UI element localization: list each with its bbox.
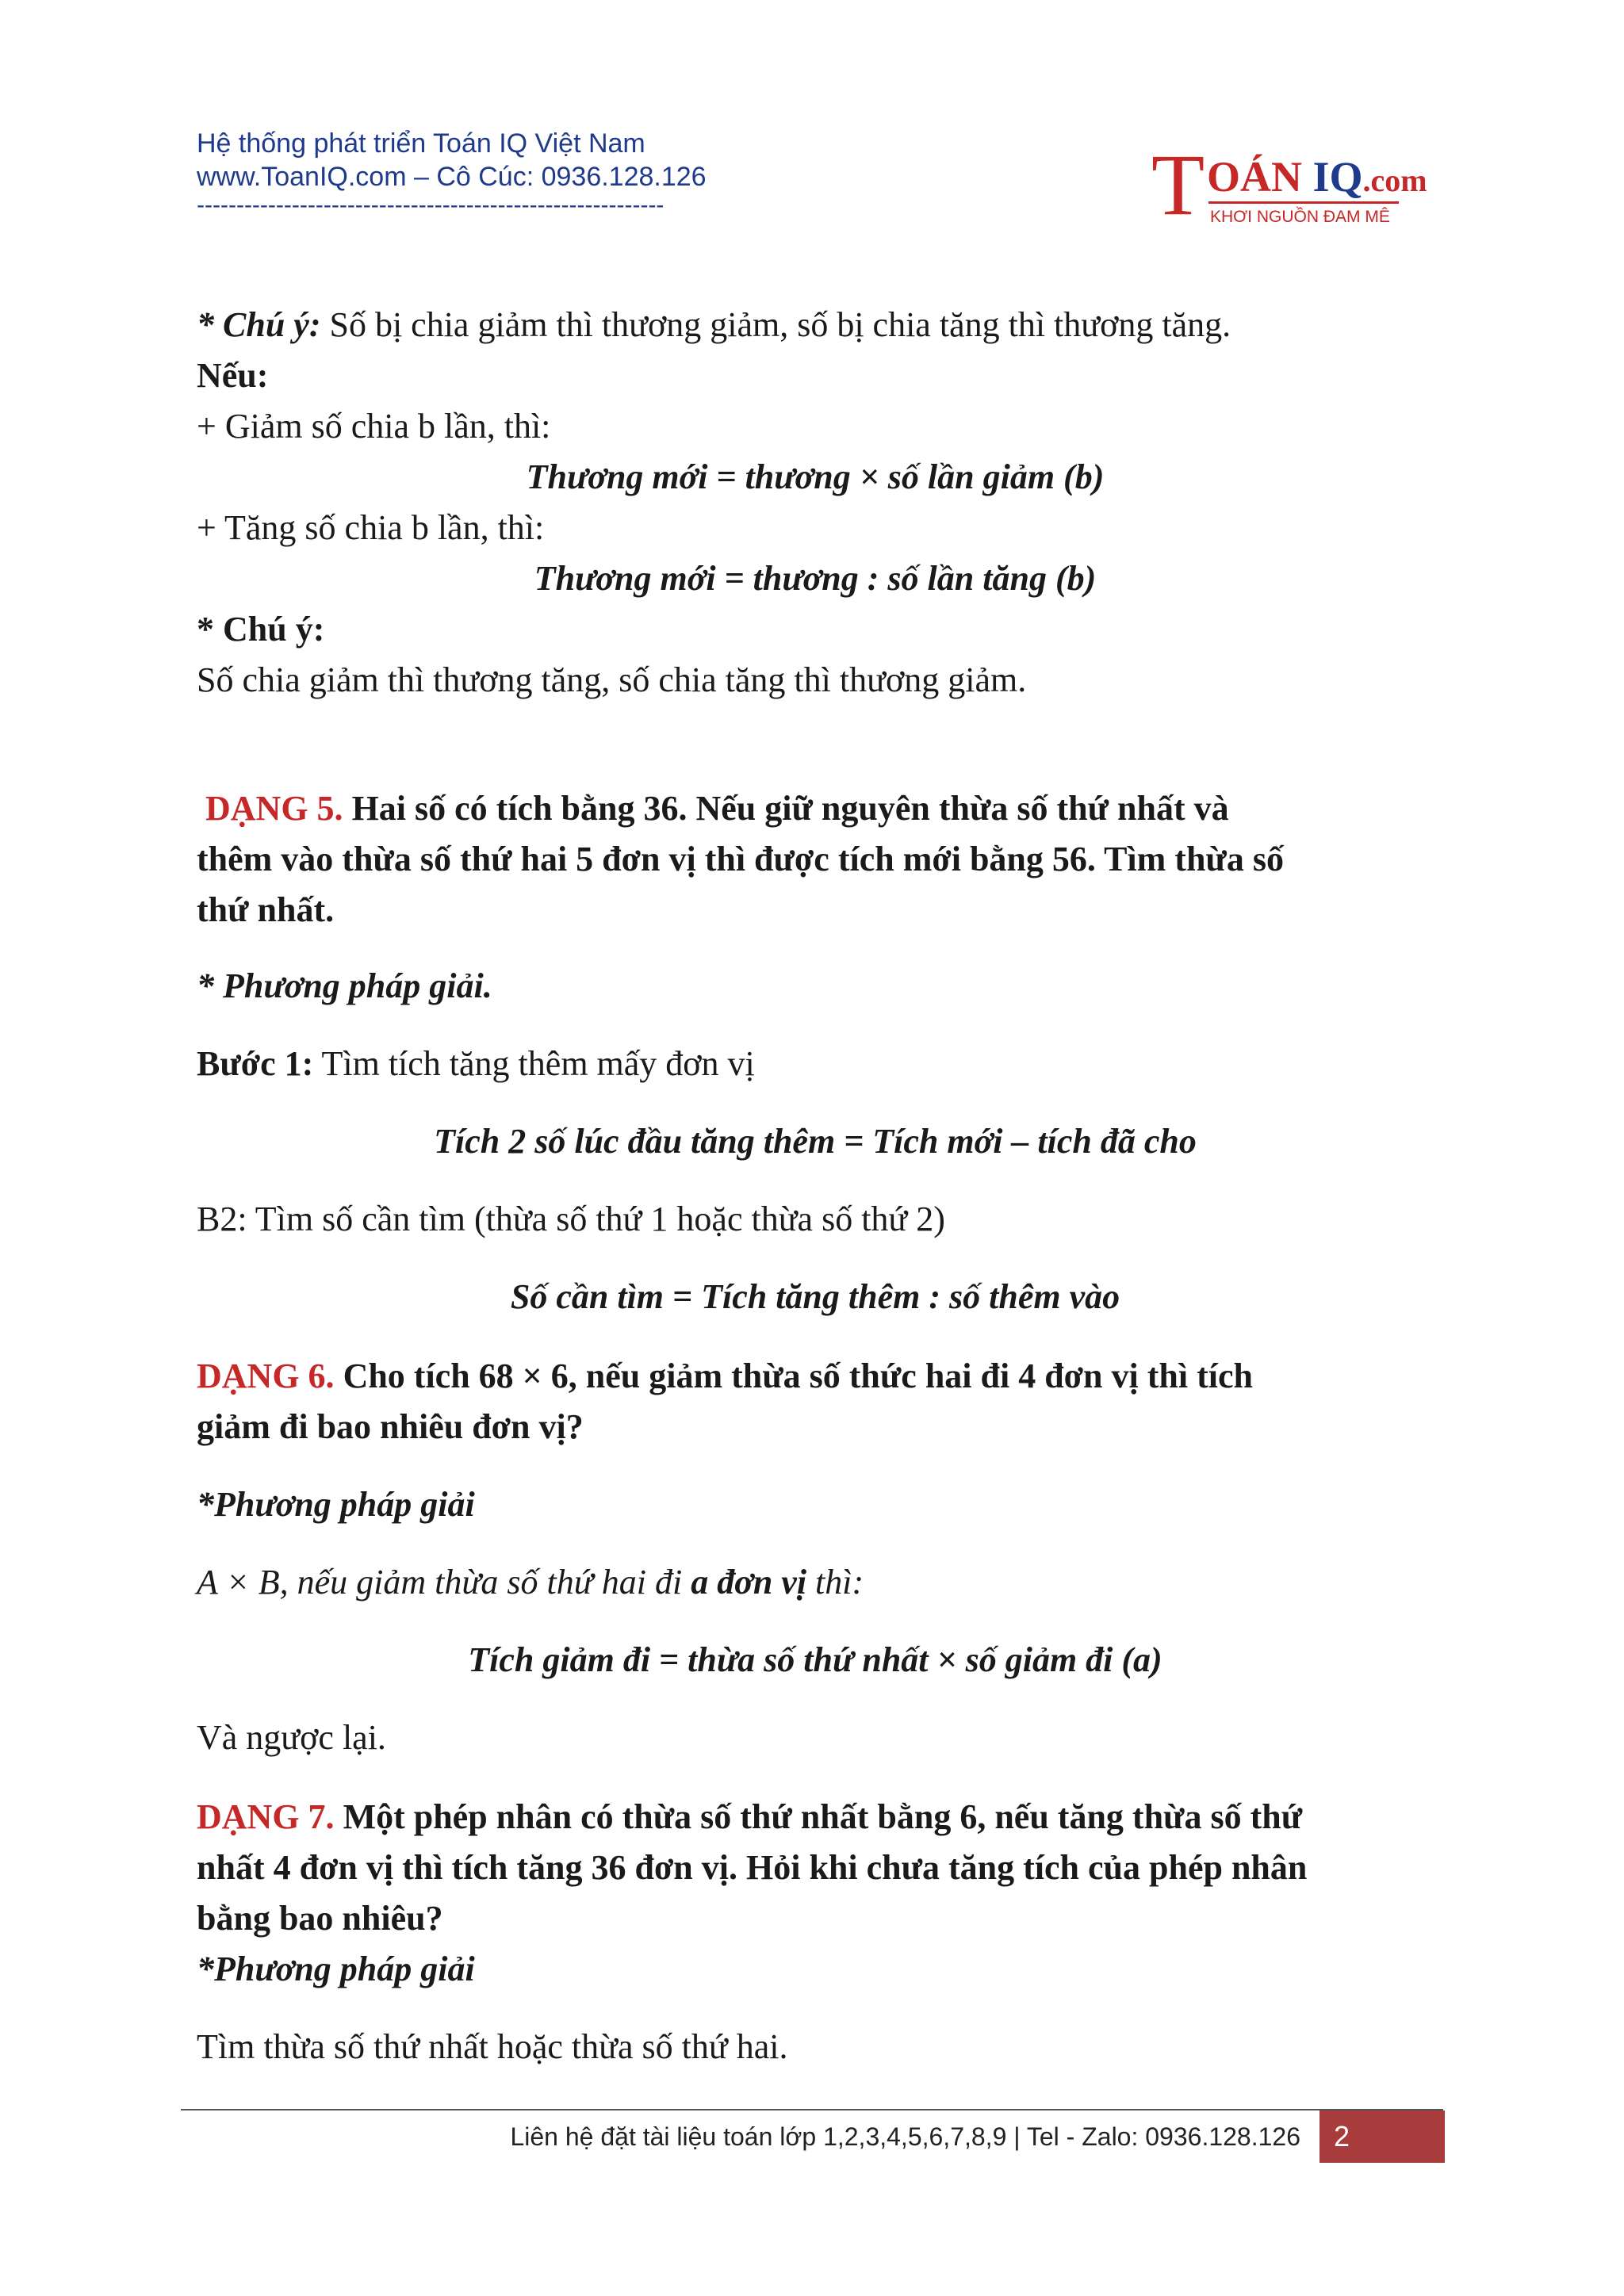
dang-6-method: *Phương pháp giải bbox=[197, 1485, 475, 1524]
dang-6-line-1: DẠNG 6. Cho tích 68 × 6, nếu giảm thừa số thức hai đi 4 đơn vị thì tích bbox=[197, 1357, 1253, 1395]
header-contact: www.ToanIQ.com – Cô Cúc: 0936.128.126 bbox=[197, 162, 707, 192]
logo-letter-t: T bbox=[1151, 136, 1205, 233]
case-1: + Giảm số chia b lần, thì: bbox=[197, 407, 551, 446]
page-header bbox=[197, 127, 707, 217]
note-1-label: * Chú ý: bbox=[197, 305, 321, 344]
dang-5-method: * Phương pháp giải. bbox=[197, 966, 492, 1005]
logo-wordmark: OÁN IQ.com bbox=[1207, 153, 1427, 201]
note-2-label: * Chú ý: bbox=[197, 610, 325, 649]
dang-7-label: DẠNG 7. bbox=[197, 1797, 335, 1836]
logo-com: .com bbox=[1362, 163, 1427, 198]
dang-5-line-2: thêm vào thừa số thứ hai 5 đơn vị thì được tích mới bằng 56. Tìm thừa số bbox=[197, 840, 1284, 878]
brand-logo bbox=[1151, 136, 1427, 233]
step-1 bbox=[197, 1039, 1434, 1089]
dang-5-label: DẠNG 5. bbox=[205, 789, 343, 828]
dang-5-line-3: thứ nhất. bbox=[197, 890, 335, 929]
formula-3: Tích 2 số lúc đầu tăng thêm = Tích mới – tích đã cho bbox=[434, 1122, 1197, 1161]
formula-5: Tích giảm đi = thừa số thứ nhất × số giảm đi (a) bbox=[468, 1640, 1162, 1679]
header-org-name: Hệ thống phát triển Toán IQ Việt Nam bbox=[197, 128, 645, 159]
page-number-box bbox=[1320, 2110, 1445, 2163]
step-1-label: Bước 1: bbox=[197, 1044, 314, 1083]
footer-contact: Liên hệ đặt tài liệu toán lớp 1,2,3,4,5,6,7,8,9 | Tel - Zalo: 0936.128.126 bbox=[510, 2122, 1300, 2151]
dang-6-line-2: giảm đi bao nhiêu đơn vị? bbox=[197, 1407, 584, 1446]
page-number: 2 bbox=[1334, 2120, 1350, 2152]
dang-7-line-2: nhất 4 đơn vị thì tích tăng 36 đơn vị. Hỏi khi chưa tăng tích của phép nhân bbox=[197, 1848, 1308, 1887]
dang-7-line-3: bằng bao nhiêu? bbox=[197, 1899, 443, 1938]
case-2: + Tăng số chia b lần, thì: bbox=[197, 508, 545, 547]
dang-7-method: *Phương pháp giải bbox=[197, 1950, 475, 1988]
formula-1: Thương mới = thương × số lần giảm (b) bbox=[526, 457, 1105, 496]
dang-6-rule-unit: a đơn vị bbox=[691, 1563, 807, 1601]
step-2: B2: Tìm số cần tìm (thừa số thứ 1 hoặc thừa số thứ 2) bbox=[197, 1200, 945, 1238]
neu-heading: Nếu: bbox=[197, 356, 269, 395]
header-divider: ----------------------------------------------------------- bbox=[197, 192, 665, 218]
footer-divider bbox=[181, 2109, 1443, 2110]
logo-iq: IQ bbox=[1312, 153, 1363, 201]
converse-text: Và ngược lại. bbox=[197, 1718, 386, 1757]
note-1-text: Số bị chia giảm thì thương giảm, số bị chia tăng thì thương tăng. bbox=[320, 305, 1231, 344]
dang-7-text: Tìm thừa số thứ nhất hoặc thừa số thứ hai. bbox=[197, 2027, 788, 2066]
logo-tagline: KHƠI NGUỒN ĐAM MÊ bbox=[1210, 208, 1390, 226]
formula-2: Thương mới = thương : số lần tăng (b) bbox=[534, 559, 1097, 598]
note-1 bbox=[197, 300, 1434, 350]
formula-4: Số cần tìm = Tích tăng thêm : số thêm vào bbox=[510, 1277, 1120, 1316]
note-2-text: Số chia giảm thì thương tăng, số chia tăng thì thương giảm. bbox=[197, 660, 1027, 699]
dang-6-rule: A × B, nếu giảm thừa số thứ hai đi a đơn vị thì: bbox=[197, 1563, 864, 1601]
dang-6-label: DẠNG 6. bbox=[197, 1357, 335, 1395]
dang-7-line-1: DẠNG 7. Một phép nhân có thừa số thứ nhất bằng 6, nếu tăng thừa số thứ bbox=[197, 1797, 1303, 1836]
logo-underline bbox=[1208, 201, 1399, 204]
dang-5-line-1: DẠNG 5. Hai số có tích bằng 36. Nếu giữ nguyên thừa số thứ nhất và bbox=[205, 789, 1229, 828]
step-1-text: Tìm tích tăng thêm mấy đơn vị bbox=[313, 1044, 755, 1083]
